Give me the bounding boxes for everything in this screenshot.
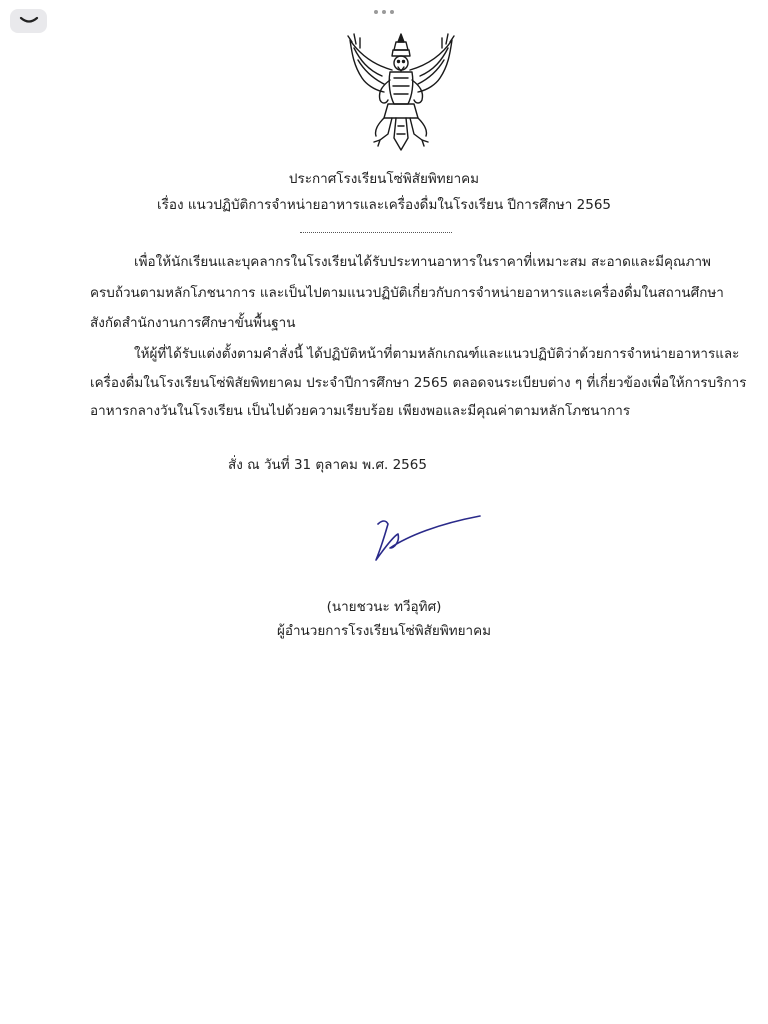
more-options-button[interactable] [370,6,398,18]
announcement-title: ประกาศโรงเรียนโซ่พิสัยพิทยาคม [288,171,480,187]
paragraph-1-line-2: ครบถ้วนตามหลักโภชนาการ และเป็นไปตามแนวปฏิบัติเกี่ยวกับการจำหน่ายอาหารและเครื่องดื่มในสถานศึกษา [90,285,724,301]
signature-mark [368,506,488,566]
chevron-down-icon [19,16,39,26]
garuda-emblem [338,30,464,156]
paragraph-2-line-3: อาหารกลางวันในโรงเรียน เป็นไปด้วยความเรียบร้อย เพียงพอและมีคุณค่าตามหลักโภชนาการ [90,403,631,419]
dotted-separator [300,232,452,233]
paragraph-2-line-2: เครื่องดื่มในโรงเรียนโซ่พิสัยพิทยาคม ประจำปีการศึกษา 2565 ตลอดจนระเบียบต่าง ๆ ที่เกี่ยวข้องเพื่อให้การบริการ [90,375,747,391]
more-dot [390,10,394,14]
more-dot [382,10,386,14]
paragraph-2-line-1: ให้ผู้ที่ได้รับแต่งตั้งตามคำสั่งนี้ ได้ปฏิบัติหน้าที่ตามหลักเกณฑ์และแนวปฏิบัติว่าด้วยการจำหน่ายอาหารและ [134,346,740,362]
paragraph-1-line-3: สังกัดสำนักงานการศึกษาขั้นพื้นฐาน [90,315,296,331]
paragraph-1-line-1: เพื่อให้นักเรียนและบุคลากรในโรงเรียนได้รับประทานอาหารในราคาที่เหมาะสม สะอาดและมีคุณภาพ [134,254,711,270]
date-line: สั่ง ณ วันที่ 31 ตุลาคม พ.ศ. 2565 [228,457,427,473]
announcement-subject: เรื่อง แนวปฏิบัติการจำหน่ายอาหารและเครื่องดื่มในโรงเรียน ปีการศึกษา 2565 [156,197,611,213]
collapse-button[interactable] [10,9,47,33]
signer-position: ผู้อำนวยการโรงเรียนโซ่พิสัยพิทยาคม [276,623,492,639]
more-dot [374,10,378,14]
signer-name: (นายชวนะ ทวีอุทิศ) [326,599,442,615]
